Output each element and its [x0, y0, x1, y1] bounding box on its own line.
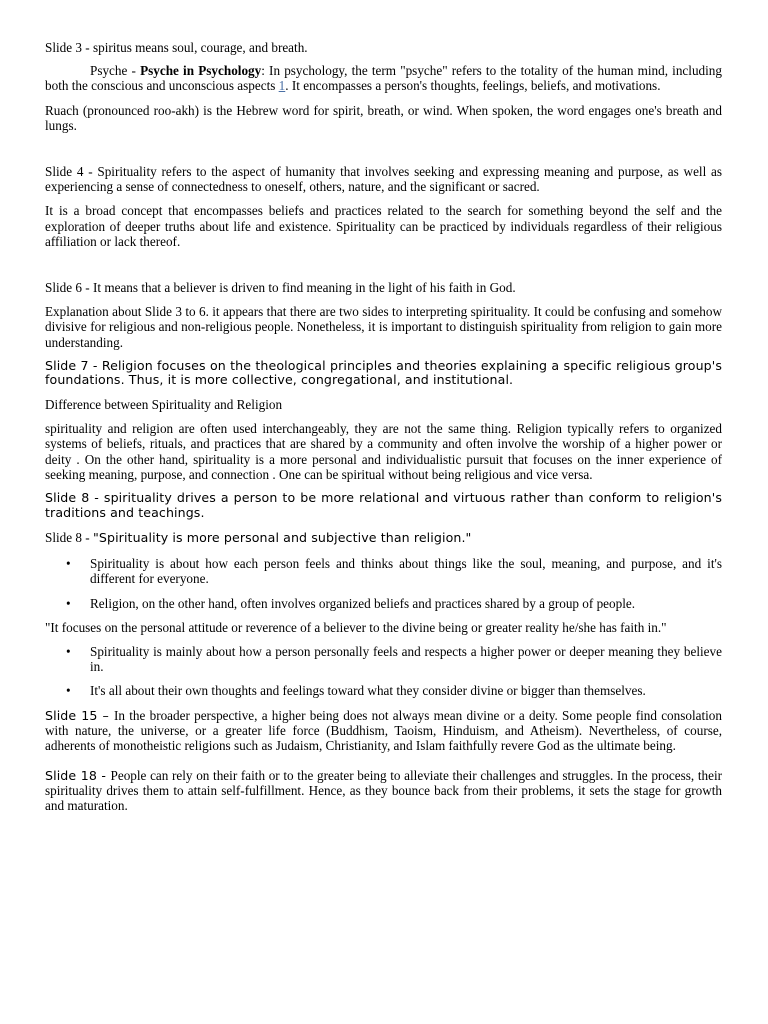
attitude-quote: "It focuses on the personal attitude or reverence of a believer to the divine being or greater reality he/she has faith in." — [45, 619, 667, 635]
list-item-text: Spirituality is mainly about how a person personally feels and respects a higher power or deeper meaning they believe in. — [90, 644, 722, 675]
list-item — [45, 556, 722, 586]
psyche-text-a: : In psychology, the term "psyche" refers to the totality of the human mind, including both the conscious and unconscious aspects — [45, 63, 722, 94]
bullet-icon: • — [66, 644, 71, 660]
difference-heading: Difference between Spirituality and Religion — [45, 397, 283, 413]
list-item-text: Religion, on the other hand, often involves organized beliefs and practices shared by a group of people. — [90, 595, 636, 611]
slide18-paragraph — [45, 768, 722, 814]
slide18-prefix: Slide 18 - — [45, 767, 111, 783]
bullet-list-1 — [45, 556, 722, 611]
bullet-list-2 — [45, 644, 722, 699]
slide8a-line: Slide 8 - spirituality drives a person to be more relational and virtuous rather than conform to religion's traditions and teachings. — [45, 490, 722, 520]
slide8b-prefix: Slide 8 - — [45, 530, 93, 546]
psyche-text-b: . It encompasses a person's thoughts, feelings, beliefs, and motivations. — [285, 78, 661, 94]
slide15-prefix: Slide 15 – — [45, 707, 115, 723]
slide8b-line — [45, 529, 722, 547]
slide4-line: Slide 4 - Spirituality refers to the aspect of humanity that involves seeking and expressing meaning and purpose, as well as experiencing a sense of connectedness to oneself, others, nature, and the significant or sacred. — [45, 164, 722, 195]
slide6-line: Slide 6 - It means that a believer is driven to find meaning in the light of his faith in God. — [45, 280, 516, 296]
slide18-body: People can rely on their faith or to the greater being to alleviate their challenges and struggles. In the process, their spirituality drives them to attain self-fulfillment. Hence, as they bounce back from their problems, it sets the stage for growth and maturation. — [45, 767, 722, 814]
slide7-line: Slide 7 - Religion focuses on the theological principles and theories explaining a specific religious group's foundations. Thus, it is more collective, congregational, and institutional. — [45, 357, 722, 388]
document-page — [45, 40, 722, 814]
list-item — [45, 596, 722, 611]
psyche-bold-term: Psyche in Psychology — [140, 63, 262, 79]
slide15-body: In the broader perspective, a higher being does not always mean divine or a deity. Some people find consolation with nature, the universe, or a greater life force (Buddhism, Taoism, Hinduism, and Atheism). Nevertheless, of course, adherents of monotheistic religions such as Judaism, Christianity, and Islam faithfully revere God as the ultimate being. — [45, 707, 722, 754]
list-item-text: Spirituality is about how each person feels and thinks about things like the soul, meaning, and purpose, and it's different for everyone. — [90, 556, 722, 587]
list-item — [45, 683, 722, 698]
slide3-line: Slide 3 - spiritus means soul, courage, and breath. — [45, 40, 308, 55]
footnote-link[interactable]: 1 — [278, 78, 286, 94]
explanation-paragraph: Explanation about Slide 3 to 6. it appears that there are two sides to interpreting spirituality. It could be confusing and somehow divisive for religious and non-religious people. Nonetheless, it is important to distinguish spirituality from religion to gain more understanding. — [45, 304, 722, 350]
bullet-icon: • — [66, 556, 71, 572]
difference-paragraph: spirituality and religion are often used interchangeably, they are not the same thing. Religion typically refers to organized systems of beliefs, rituals, and practices that are shared by a community and often involve the worship of a higher power or deity . On the other hand, spirituality is a more personal and individualistic pursuit that focuses on the inner experience of seeking meaning, purpose, and connection . One can be spiritual without being religious and vice versa. — [45, 421, 722, 482]
slide8b-quote: "Spirituality is more personal and subjective than religion." — [93, 530, 472, 546]
bullet-icon: • — [66, 683, 71, 699]
ruach-paragraph: Ruach (pronounced roo-akh) is the Hebrew word for spirit, breath, or wind. When spoken, the word engages one's breath and lungs. — [45, 102, 722, 133]
psyche-prefix: Psyche - — [90, 63, 141, 79]
psyche-paragraph — [45, 63, 722, 93]
bullet-icon: • — [66, 595, 71, 611]
spirituality-broad-paragraph: It is a broad concept that encompasses beliefs and practices related to the search for something beyond the self and the exploration of deeper truths about life and existence. Spirituality can be practiced by individuals regardless of their religious affiliation or lack thereof. — [45, 203, 722, 249]
slide15-paragraph — [45, 708, 722, 754]
list-item-text: It's all about their own thoughts and feelings toward what they consider divine or bigger than themselves. — [90, 683, 646, 699]
list-item — [45, 644, 722, 674]
